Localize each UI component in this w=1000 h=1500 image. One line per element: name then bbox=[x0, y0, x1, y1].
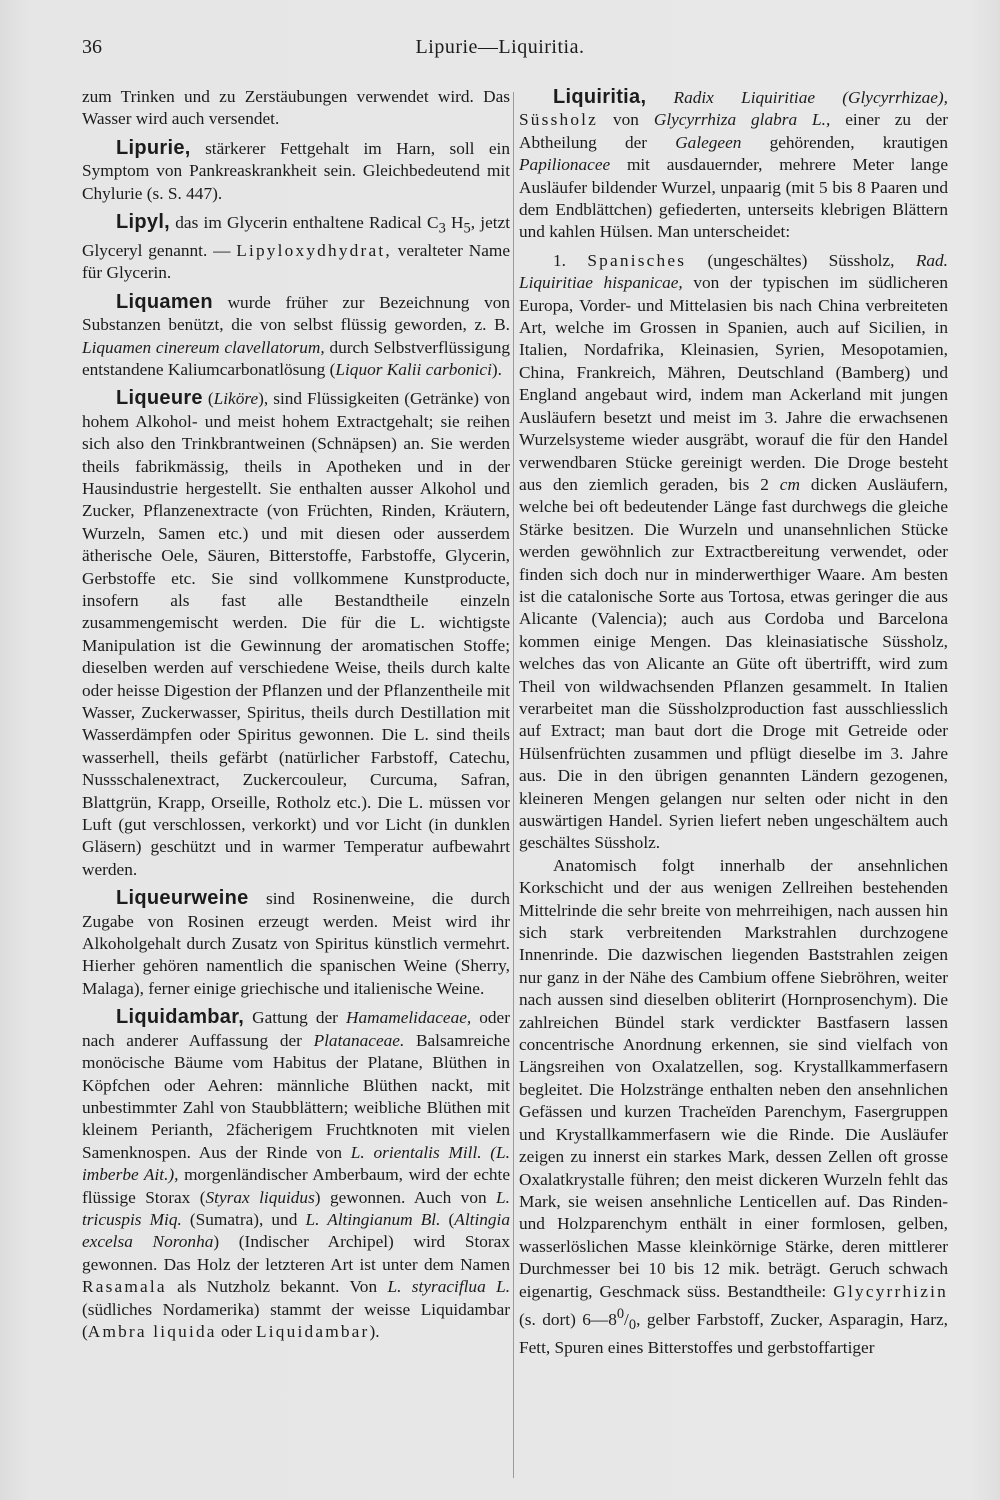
entry-liquiritia: Liquiritia, Radix Liquiritiae (Glycyrrhizae), Süssholz von Glycyrrhiza glabra L., einer zu der Abtheilung der Galegeen gehörenden, krautigen Papilionacee mit ausdauernder, mehrere Meter lange Ausläufer bildender Wurzel, unpaarig (mit 5 bis 8 Paaren und dem Endblättchen) gefiederten, unterseits klebrigen Blättern und kahlen Hülsen. Man unterscheidet: bbox=[519, 86, 948, 242]
paragraph-spanish-liquorice: 1. Spanisches (ungeschältes) Süssholz, Rad. Liquiritiae hispanicae, von der typischen im südlicheren Europa, Vorder- und Mittelasien bis nach China verbreiteten Art, welche im Grossen in Spanien, auch auf Sicilien, in Italien, Nordafrika, Kleinasien, Syrien, Mesopotamien, China, Frankreich, Mähren, Deutschland (Bamberg) und England angebaut wird, indem man Ackerland mit jungen Ausläufern besetzt und meist im 3. Jahre die erwachsenen Wurzelsysteme wieder ausgräbt, worauf die für den Handel verwendbaren Stücke gereinigt werden. Die Droge besteht aus den ziemlich geraden, bis 2 cm dicken Ausläufern, welche bei oft bedeutender Länge fast durchwegs die gleiche Stärke besitzen. Die Wurzeln und unansehnlichen Stücke werden gewöhnlich zur Extractbereitung verwendet, oder finden sich doch nur in minderwerthiger Waare. Am besten ist die catalonische Sorte aus Tortosa, etwas geringer die aus Alicante (Valencia); auch aus Cordoba und Barcelona kommen einige Mengen. Das kleinasiatische Süssholz, welches das von Alicante an Güte oft übertrifft, wird zum Theil von wildwachsenden Pflanzen gesammelt. In Italien verarbeitet man die Süssholzproduction fast ausschliesslich auf Extract; man baut dort die Droge mit Getreide oder Hülsenfrüchten zusammen und pflügt dieselbe im 3. Jahre aus. Die in den übrigen genannten Ländern gezogenen, kleineren Mengen gelangen nur selten oder nicht in den auswärtigen Handel. Syrien liefert neben ungeschältem auch geschältes Süssholz. bbox=[519, 250, 949, 853]
page-number: 36 bbox=[82, 36, 102, 58]
entry-lipyl: Lipyl, das im Glycerin enthaltene Radical $C_3$ $H_5$, jetzt Glyceryl genannt. — Lipyloxydhydrat, veralteter Name für Glycerin. bbox=[82, 211, 511, 283]
right-column bbox=[519, 86, 948, 1482]
headword-liquiritia: Liquiritia, bbox=[553, 86, 647, 108]
entry-liquamen: Liquamen wurde früher zur Bezeichnung von Substanzen benützt, die von selbst flüssig geworden, z. B. Liquamen cinereum clavellatorum, durch Selbstverflüssigung entstandene Kaliumcarbonatlösung (Liquor Kalii carbonici). bbox=[82, 290, 510, 379]
headword-lipurie: Lipurie, bbox=[116, 136, 191, 159]
headword-lipyl: Lipyl, bbox=[116, 211, 171, 234]
paragraph-anatomy: Anatomisch folgt innerhalb der ansehnlichen Korkschicht und der aus wenigen Zellreihen bestehenden Mittelrinde die sehr breite von mehrreihigen, nach aussen hin sich stark verbreitenden Markstrahlen durchzogene Innenrinde. Die dazwischen liegenden Baststrahlen zeigen nur ganz in der Nähe des Cambium offene Siebröhren, weiter nach aussen sind dieselben obliterirt (Hornprosenchym). Die zahlreichen Bündel stark verdickter Bastfasern lassen concentrische Anordnung erkennen, sie sind vielfach von Längsreihen von Oxalatzellen, sog. Krystallkammerfasern begleitet. Die Holzstränge enthalten neben den ansehnlichen Gefässen und kurzen Tracheïden Parenchym, Fasergruppen und Krystallkammerfasern wie die Rinde. Die Ausläufer zeigen zu innerst ein starkes Mark, dessen Zellen oft grosse Oxalatkrystalle führen; den meist dickeren Wurzeln fehlt das Mark, sie weisen ansehnliche Lenticellen auf. Das Rinden- und Holzparenchym enthält in einer formlosen, gelben, wasserlöslichen Masse kleinkörnige Stärke, deren mittlerer Durchmesser bei 10 bis 12 mik. beträgt. Geruch schwach eigenartig, Geschmack süss. Bestandtheile: Glycyrrhizin (s. dort) $6—8^0/_0$, gelber Farbstoff, Zucker, Asparagin, Harz, Fett, Spuren eines Bitterstoffes und gerbstoffartiger bbox=[519, 855, 948, 1357]
entry-liqueure: Liqueure (Liköre), sind Flüssigkeiten (Getränke) von hohem Alkohol- und meist hohem Extractgehalt; sie reihen sich also den Trinkbrantweinen (Schnäpsen) an. Sie werden theils fabrikmässig, theils in Apotheken und in der Hausindustrie hergestellt. Sie enthalten ausser Alkohol und Zucker, Pflanzenextracte (von Früchten, Rinden, Kräutern, Wurzeln, Samen etc.) und mit diesen oder ausserdem ätherische Oele, Säuren, Bitterstoffe, Farbstoffe, Glycerin, Gerbstoffe etc. Sie sind vollkommene Kunstproducte, insofern als fast alle Bestandtheile einzeln zusammengemischt werden. Die für die L. wichtigste Manipulation ist die Gewinnung der aromatischen Stoffe; dieselben werden auf verschiedene Weise, theils durch kalte oder heisse Digestion der Pflanzen und der Pflanzentheile mit Wasser, Zuckerwasser, Spiritus, theils durch Destillation mit Wasserdämpfen oder Spiritus gewonnen. Die L. sind theils wasserhell, theils gefärbt (natürlicher Farbstoff, Catechu, Nussschalenextract, Zuckercouleur, Curcuma, Safran, Blattgrün, Krapp, Orseille, Rotholz etc.). Die L. müssen vor Luft (gut verschlossen, verkorkt) und vor Licht (in dunklen Gläsern) geschützt und in warmer Temperatur aufbewahrt werden. bbox=[82, 387, 510, 879]
headword-liqueurweine: Liqueurweine bbox=[116, 887, 249, 910]
headword-liquidambar: Liquidambar, bbox=[116, 1006, 245, 1029]
running-title: Lipurie—Liquiritia. bbox=[415, 36, 585, 58]
column-divider bbox=[513, 92, 514, 1478]
entry-liquidambar: Liquidambar, Gattung der Hamamelidaceae, oder nach anderer Auffassung der Platanaceae. Balsamreiche monöcische Bäume vom Habitus der Platane, Blüthen in Köpfchen oder Aehren: männliche Blüthen nackt, mit unbestimmter Zahl von Staubblättern; weibliche Blüthen mit kleinem Perianth, 2fächerigem Fruchtknoten mit vielen Samenknospen. Aus der Rinde von L. orientalis Mill. (L. imberbe Ait.), morgenländischer Amberbaum, wird der echte flüssige Storax (Styrax liquidus) gewonnen. Auch von L. tricuspis Miq. (Sumatra), und L. Altingianum Bl. (Altingia excelsa Noronha) (Indischer Archipel) wird Storax gewonnen. Das Holz der letzteren Art ist unter dem Namen Rasamala als Nutzholz bekannt. Von L. styraciflua L. (südliches Nordamerika) stammt der weisse Liquidambar (Ambra liquida oder Liquidambar). bbox=[82, 1006, 511, 1341]
left-column bbox=[82, 86, 510, 1482]
entry-liqueurweine: Liqueurweine sind Rosinenweine, die durch Zugabe von Rosinen erzeugt werden. Meist wird ihr Alkoholgehalt durch Zusatz von Spiritus künstlich vermehrt. Hierher gehören namentlich die spanischen Weine (Sherry, Malaga), ferner einige griechische und italienische Weine. bbox=[82, 887, 510, 998]
entry-lipurie: Lipurie, stärkerer Fettgehalt im Harn, soll ein Symptom von Pankreaskrankheit sein. Gleichbedeutend mit Chylurie (s. S. 447). bbox=[82, 136, 510, 203]
headword-liquamen: Liquamen bbox=[116, 290, 213, 313]
page-header bbox=[82, 36, 918, 66]
headword-liqueure: Liqueure bbox=[116, 387, 203, 410]
chemical-formula: $C_3$ $H_5$ bbox=[427, 213, 471, 237]
entry-continuation: zum Trinken und zu Zerstäubungen verwendet wird. Das Wasser wird auch versendet. bbox=[82, 87, 510, 129]
